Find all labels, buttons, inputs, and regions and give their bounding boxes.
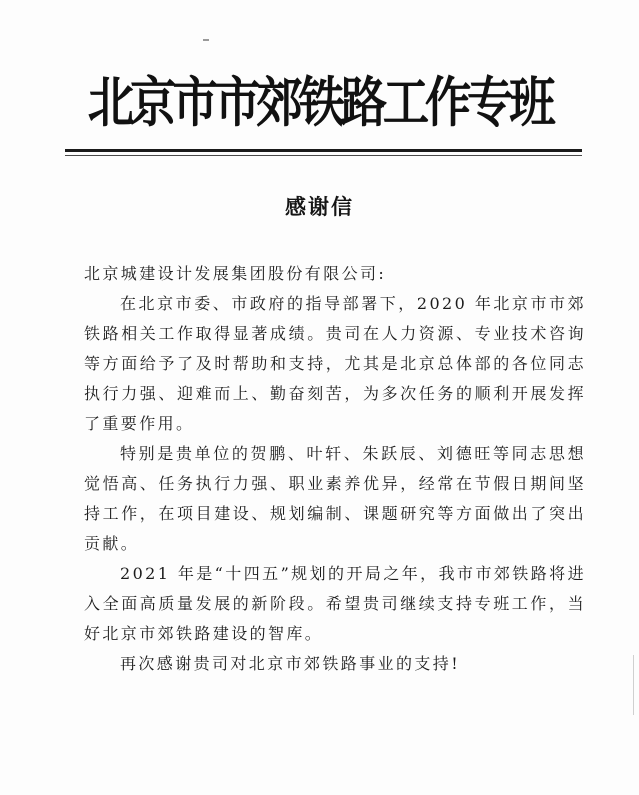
letter-paragraph: 再次感谢贵司对北京市郊铁路事业的支持! <box>120 654 461 673</box>
scan-speck <box>203 39 209 41</box>
scan-edge-mark <box>633 655 634 715</box>
letterhead-rule-thin <box>65 155 582 156</box>
letterhead-rule-thick <box>65 149 582 152</box>
letter-title: 感谢信 <box>285 195 354 219</box>
letterhead-organization: 北京市市郊铁路工作专班 <box>87 71 552 134</box>
letter-paragraph: 在北京市委、市政府的指导部署下，2020 年北京市市郊铁路相关工作取得显著成绩。贵司在人力资源、专业技术咨询等方面给予了及时帮助和支持，尤其是北京总体部的各位同志执行力强、迎难而上、勤奋刻苦，为多次任务的顺利开展发挥了重要作用。 <box>84 294 586 433</box>
letter-paragraph: 2021 年是“十四五”规划的开局之年，我市市郊铁路将进入全面高质量发展的新阶段。希望贵司继续支持专班工作，当好北京市郊铁路建设的智库。 <box>84 564 586 643</box>
letter-paragraph: 特别是贵单位的贺鹏、叶轩、朱跃辰、刘德旺等同志思想觉悟高、任务执行力强、职业素养优异，经常在节假日期间坚持工作，在项目建设、规划编制、课题研究等方面做出了突出贡献。 <box>84 444 586 553</box>
letter-body <box>84 259 586 679</box>
letter-salutation: 北京城建设计发展集团股份有限公司: <box>84 264 387 283</box>
